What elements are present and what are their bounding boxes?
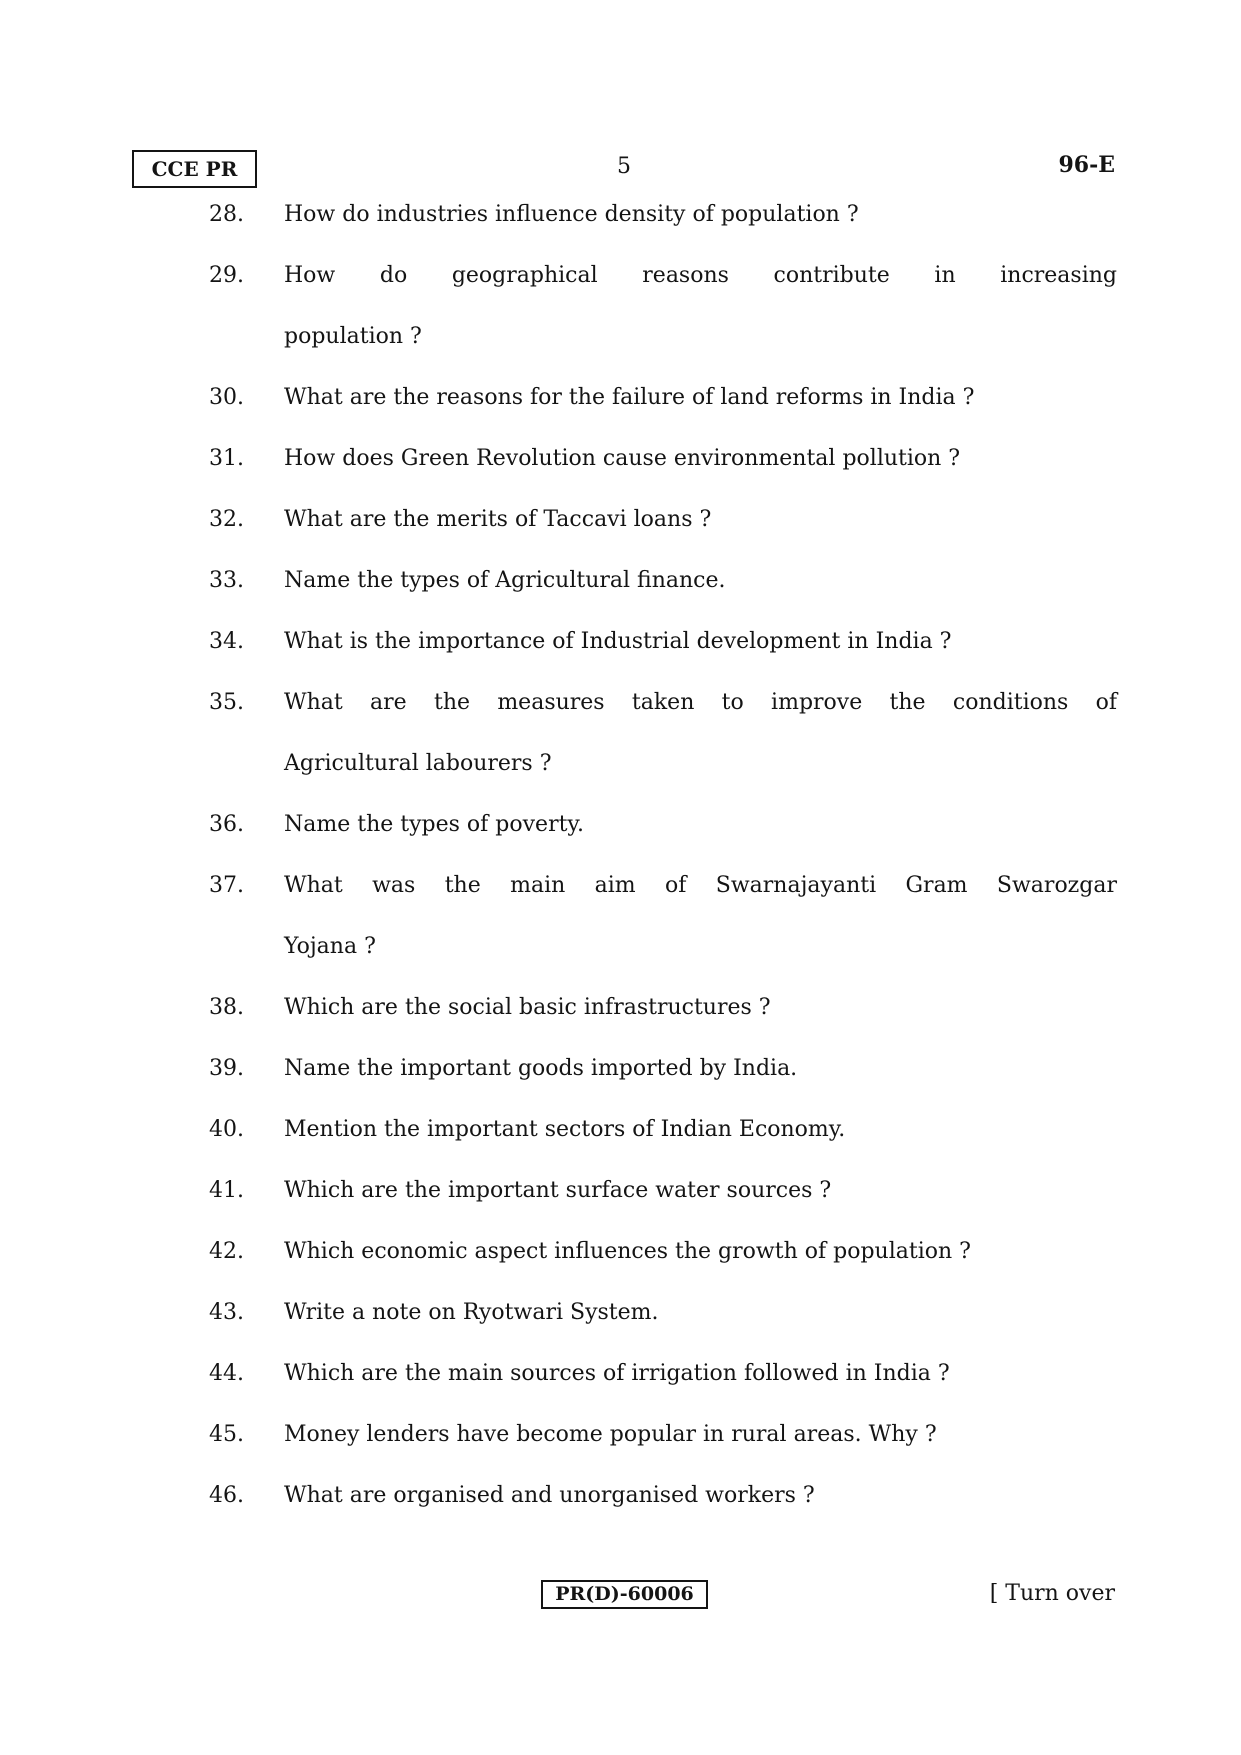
question-number: 39. xyxy=(209,1056,244,1081)
question-line: Name the types of poverty. xyxy=(284,812,584,837)
question-text xyxy=(284,1465,1117,1526)
question-number: 46. xyxy=(209,1483,244,1508)
question-line: How do geographical reasons contribute in increasing xyxy=(284,263,1117,288)
question-text xyxy=(284,550,1117,611)
question-text xyxy=(284,672,1117,794)
question-number: 45. xyxy=(209,1422,244,1447)
question-line: What are the reasons for the failure of land reforms in India ? xyxy=(284,385,975,410)
question-number: 30. xyxy=(209,385,244,410)
question-number: 43. xyxy=(209,1300,244,1325)
question-item xyxy=(209,611,1117,672)
question-text xyxy=(284,1404,1117,1465)
question-text xyxy=(284,1160,1117,1221)
question-item xyxy=(209,1282,1117,1343)
question-item xyxy=(209,1465,1117,1526)
question-item xyxy=(209,1038,1117,1099)
question-line: What are organised and unorganised workers ? xyxy=(284,1483,815,1508)
turn-over-note: [ Turn over xyxy=(989,1581,1115,1606)
question-item xyxy=(209,672,1117,794)
question-item xyxy=(209,1099,1117,1160)
question-text xyxy=(284,245,1117,367)
question-item xyxy=(209,367,1117,428)
question-line: Name the important goods imported by India. xyxy=(284,1056,798,1081)
footer-code-box: PR(D)-60006 xyxy=(541,1580,708,1609)
question-line: Name the types of Agricultural finance. xyxy=(284,568,726,593)
question-text xyxy=(284,367,1117,428)
question-text xyxy=(284,1099,1117,1160)
question-item xyxy=(209,977,1117,1038)
question-item xyxy=(209,184,1117,245)
question-number: 31. xyxy=(209,446,244,471)
question-list xyxy=(209,184,1117,1526)
question-number: 41. xyxy=(209,1178,244,1203)
question-item xyxy=(209,245,1117,367)
question-line: What is the importance of Industrial development in India ? xyxy=(284,629,952,654)
question-item xyxy=(209,855,1117,977)
question-line: Which economic aspect influences the growth of population ? xyxy=(284,1239,971,1264)
series-box: CCE PR xyxy=(132,150,257,188)
question-text xyxy=(284,1038,1117,1099)
question-line: Mention the important sectors of Indian Economy. xyxy=(284,1117,846,1142)
question-line: Write a note on Ryotwari System. xyxy=(284,1300,659,1325)
question-number: 35. xyxy=(209,690,244,715)
question-line: Agricultural labourers ? xyxy=(284,751,552,776)
question-line: Which are the social basic infrastructures ? xyxy=(284,995,771,1020)
question-item xyxy=(209,428,1117,489)
question-number: 28. xyxy=(209,202,244,227)
question-line: How do industries influence density of population ? xyxy=(284,202,859,227)
question-number: 33. xyxy=(209,568,244,593)
question-item xyxy=(209,550,1117,611)
question-text xyxy=(284,611,1117,672)
question-text xyxy=(284,184,1117,245)
question-number: 29. xyxy=(209,263,244,288)
question-line: How does Green Revolution cause environmental pollution ? xyxy=(284,446,961,471)
question-text xyxy=(284,489,1117,550)
question-number: 32. xyxy=(209,507,244,532)
question-text xyxy=(284,794,1117,855)
question-number: 38. xyxy=(209,995,244,1020)
question-item xyxy=(209,1221,1117,1282)
question-line: population ? xyxy=(284,324,422,349)
question-item xyxy=(209,1404,1117,1465)
question-line: Yojana ? xyxy=(284,934,376,959)
question-number: 34. xyxy=(209,629,244,654)
question-line: What are the measures taken to improve the conditions of xyxy=(284,690,1117,715)
question-line: Money lenders have become popular in rural areas. Why ? xyxy=(284,1422,937,1447)
question-item xyxy=(209,489,1117,550)
question-number: 37. xyxy=(209,873,244,898)
question-item xyxy=(209,794,1117,855)
paper-code: 96-E xyxy=(1058,152,1115,178)
question-line: Which are the important surface water sources ? xyxy=(284,1178,832,1203)
question-number: 44. xyxy=(209,1361,244,1386)
question-line: Which are the main sources of irrigation followed in India ? xyxy=(284,1361,950,1386)
question-text xyxy=(284,428,1117,489)
page-number: 5 xyxy=(617,154,631,179)
question-text xyxy=(284,977,1117,1038)
question-item xyxy=(209,1160,1117,1221)
question-line: What was the main aim of Swarnajayanti Gram Swarozgar xyxy=(284,873,1117,898)
question-number: 42. xyxy=(209,1239,244,1264)
question-number: 36. xyxy=(209,812,244,837)
question-line: What are the merits of Taccavi loans ? xyxy=(284,507,712,532)
question-text xyxy=(284,1221,1117,1282)
question-number: 40. xyxy=(209,1117,244,1142)
question-text xyxy=(284,1343,1117,1404)
question-text xyxy=(284,1282,1117,1343)
question-item xyxy=(209,1343,1117,1404)
question-text xyxy=(284,855,1117,977)
